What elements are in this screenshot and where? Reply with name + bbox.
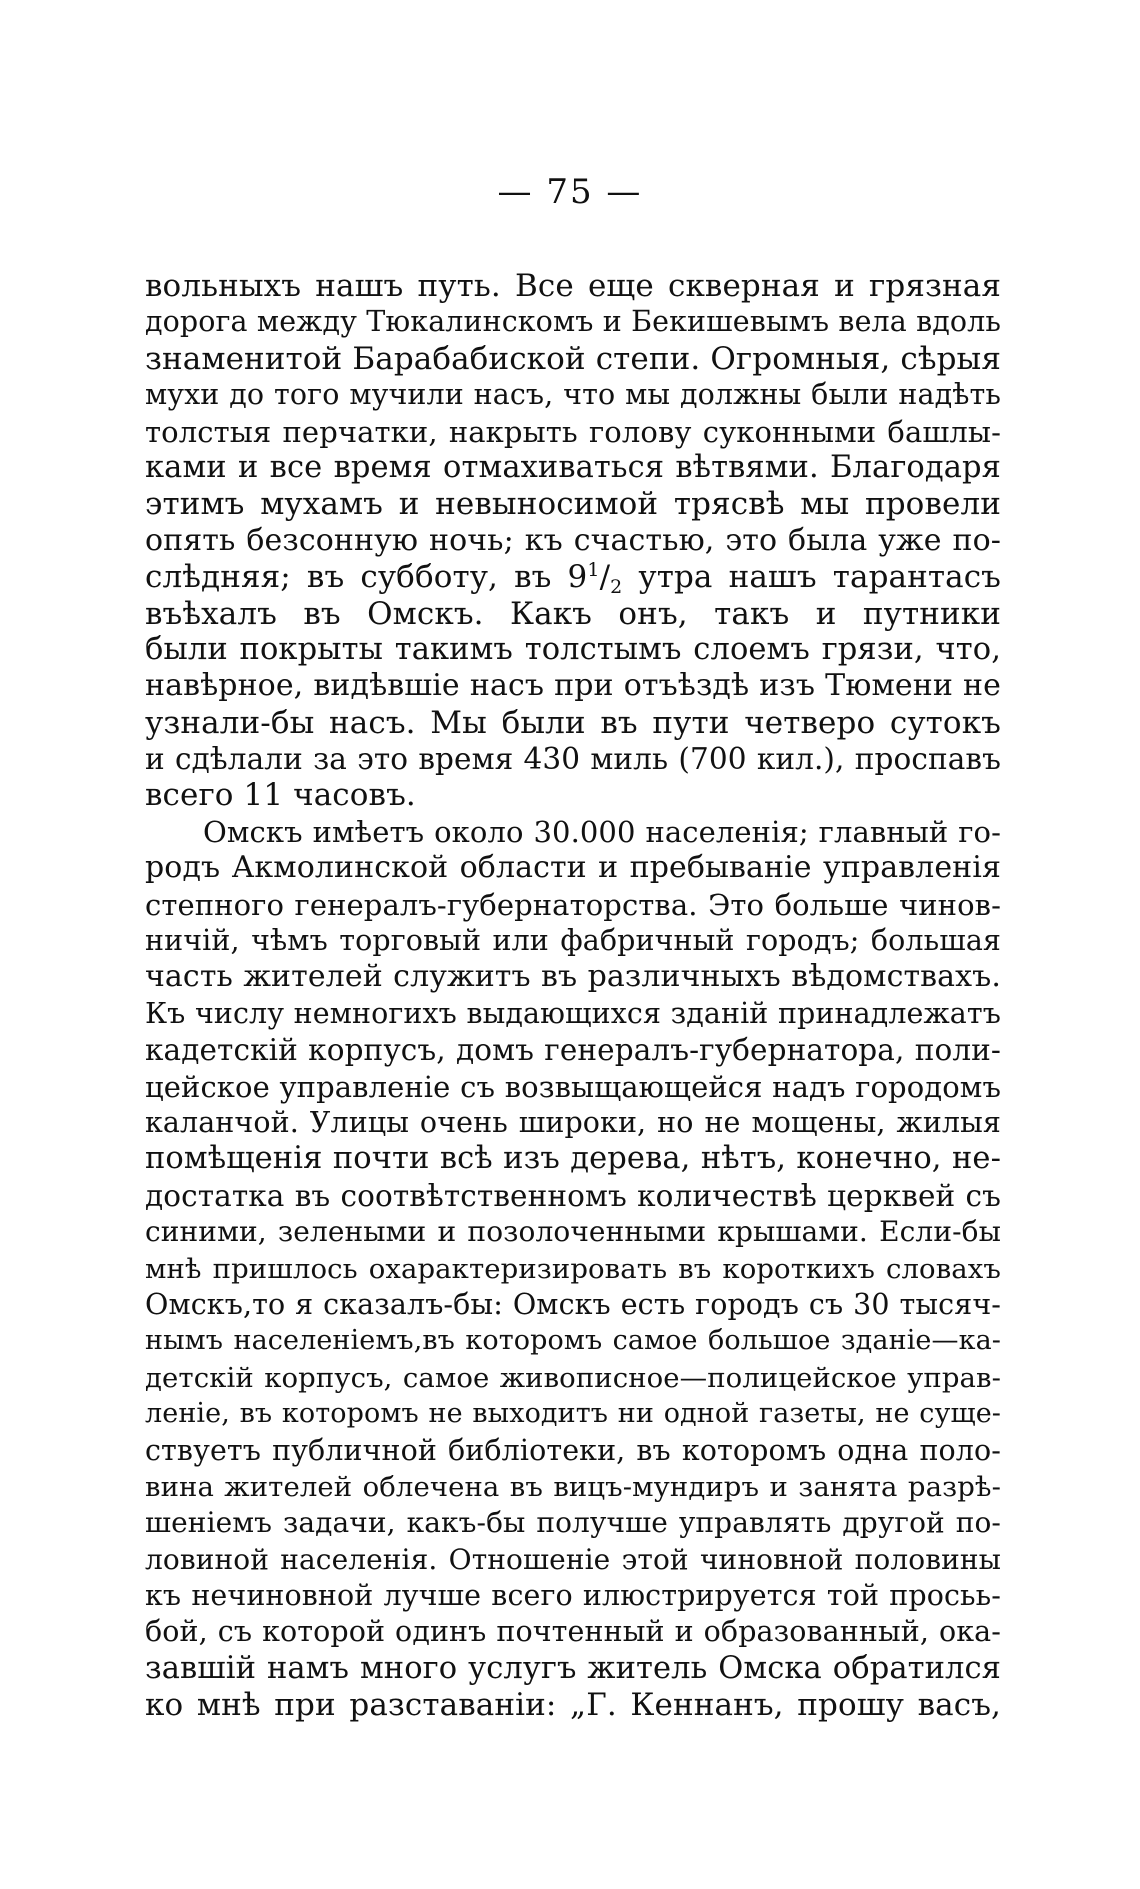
text-line: къ нечиновной лучше всего илюстрируется той просьь- (145, 1579, 1001, 1613)
text-line: вина жителей облечена въ вицъ-мундиръ и занята разрѣ- (145, 1470, 1001, 1503)
text-line: и сдѣлали за это время 430 миль (700 кил.), проспавъ (145, 742, 1001, 777)
text-line: цейское управленіе съ возвыщающейся надъ городомъ (145, 1069, 1001, 1104)
text-line: детскій корпусъ, самое живописное—полицейское управ- (145, 1361, 1001, 1394)
text-line: мухи до того мучили насъ, что мы должны были надѣть (145, 378, 1001, 412)
text-line: ничій, чѣмъ торговый или фабричный городъ; большая (145, 924, 1001, 958)
text-line: синими, зелеными и позолоченными крышами. Если-бы (145, 1215, 1001, 1249)
text-line: бой, съ которой одинъ почтенный и образованный, ока- (145, 1615, 1001, 1649)
text-line: ловиной населенія. Отношеніе этой чиновной половины (145, 1542, 1001, 1576)
text-line: всего 11 часовъ. (145, 777, 416, 814)
text-line: степного генералъ-губернаторства. Это больше чинов- (145, 887, 1001, 922)
text-line: толстыя перчатки, накрыть голову суконными башлы- (145, 414, 1001, 449)
page-number: — 75 — (497, 172, 643, 212)
text-line: ко мнѣ при разставаніи: „Г. Кеннанъ, прошу васъ, (145, 1687, 1001, 1724)
text-line: узнали-бы насъ. Мы были въ пути четверо сутокъ (145, 704, 1001, 741)
fraction-part-sub: 2 (610, 576, 623, 599)
text-line: этимъ мухамъ и невыносимой трясвѣ мы провели (145, 486, 1001, 523)
text-line: часть жителей служитъ въ различныхъ вѣдомствахъ. (145, 959, 1001, 995)
text-line: были покрыты такимъ толстымъ слоемъ грязи, что, (145, 631, 1001, 667)
text-line: Омскъ,то я сказалъ-бы: Омскъ есть городъ съ 30 тысяч- (145, 1287, 1001, 1321)
fraction-part-sup: 1 (587, 559, 600, 582)
body-text (145, 268, 1001, 1724)
fraction-part-post: утра нашъ тарантасъ (622, 559, 1001, 596)
fraction-part-mid: / (599, 559, 611, 596)
text-line: кадетскій корпусъ, домъ генералъ-губернатора, поли- (145, 1033, 1001, 1068)
text-line: опять безсонную ночь; къ счастью, это была уже по- (145, 522, 1001, 558)
text-line: помѣщенія почти всѣ изъ дерева, нѣтъ, конечно, не- (145, 1141, 1001, 1177)
text-line (145, 559, 1001, 599)
text-line: родъ Акмолинской области и пребываніе управленія (145, 850, 1001, 886)
text-line: леніе, въ которомъ не выходитъ ни одной газеты, не суще- (145, 1398, 1001, 1430)
fraction-part-pre: слѣдняя; въ субботу, въ 9 (145, 559, 588, 596)
text-line: шеніемъ задачи, какъ-бы получше управлять другой по- (145, 1506, 1001, 1540)
text-line: мнѣ пришлось охарактеризировать въ короткихъ словахъ (145, 1252, 1001, 1285)
text-line: дорога между Тюкалинскомъ и Бекишевымъ вела вдоль (145, 305, 1001, 339)
text-line: нымъ населеніемъ,въ которомъ самое большое зданіе—ка- (145, 1325, 1001, 1357)
text-line: ствуетъ публичной библіотеки, въ которомъ одна поло- (145, 1433, 1001, 1467)
text-line: навѣрное, видѣвшіе насъ при отъѣздѣ изъ Тюмени не (145, 668, 1001, 704)
text-line: знаменитой Барабабиской степи. Огромныя, сѣрыя (145, 340, 1001, 377)
text-line: вольныхъ нашъ путь. Все еще скверная и грязная (145, 268, 1001, 304)
text-line: Къ числу немногихъ выдающихся зданій принадлежатъ (145, 996, 1001, 1030)
text-line: ками и все время отмахиваться вѣтвями. Благодаря (145, 449, 1001, 485)
text-line: достатка въ соотвѣтственномъ количествѣ церквей съ (145, 1178, 1001, 1213)
text-line: каланчой. Улицы очень широки, но не мощены, жилыя (145, 1105, 1001, 1139)
text-line: завшій намъ много услугъ житель Омска обратился (145, 1650, 1001, 1686)
text-line: въѣхалъ въ Омскъ. Какъ онъ, такъ и путники (145, 595, 1001, 632)
text-line: Омскъ имѣетъ около 30.000 населенія; главный го- (203, 814, 1001, 849)
